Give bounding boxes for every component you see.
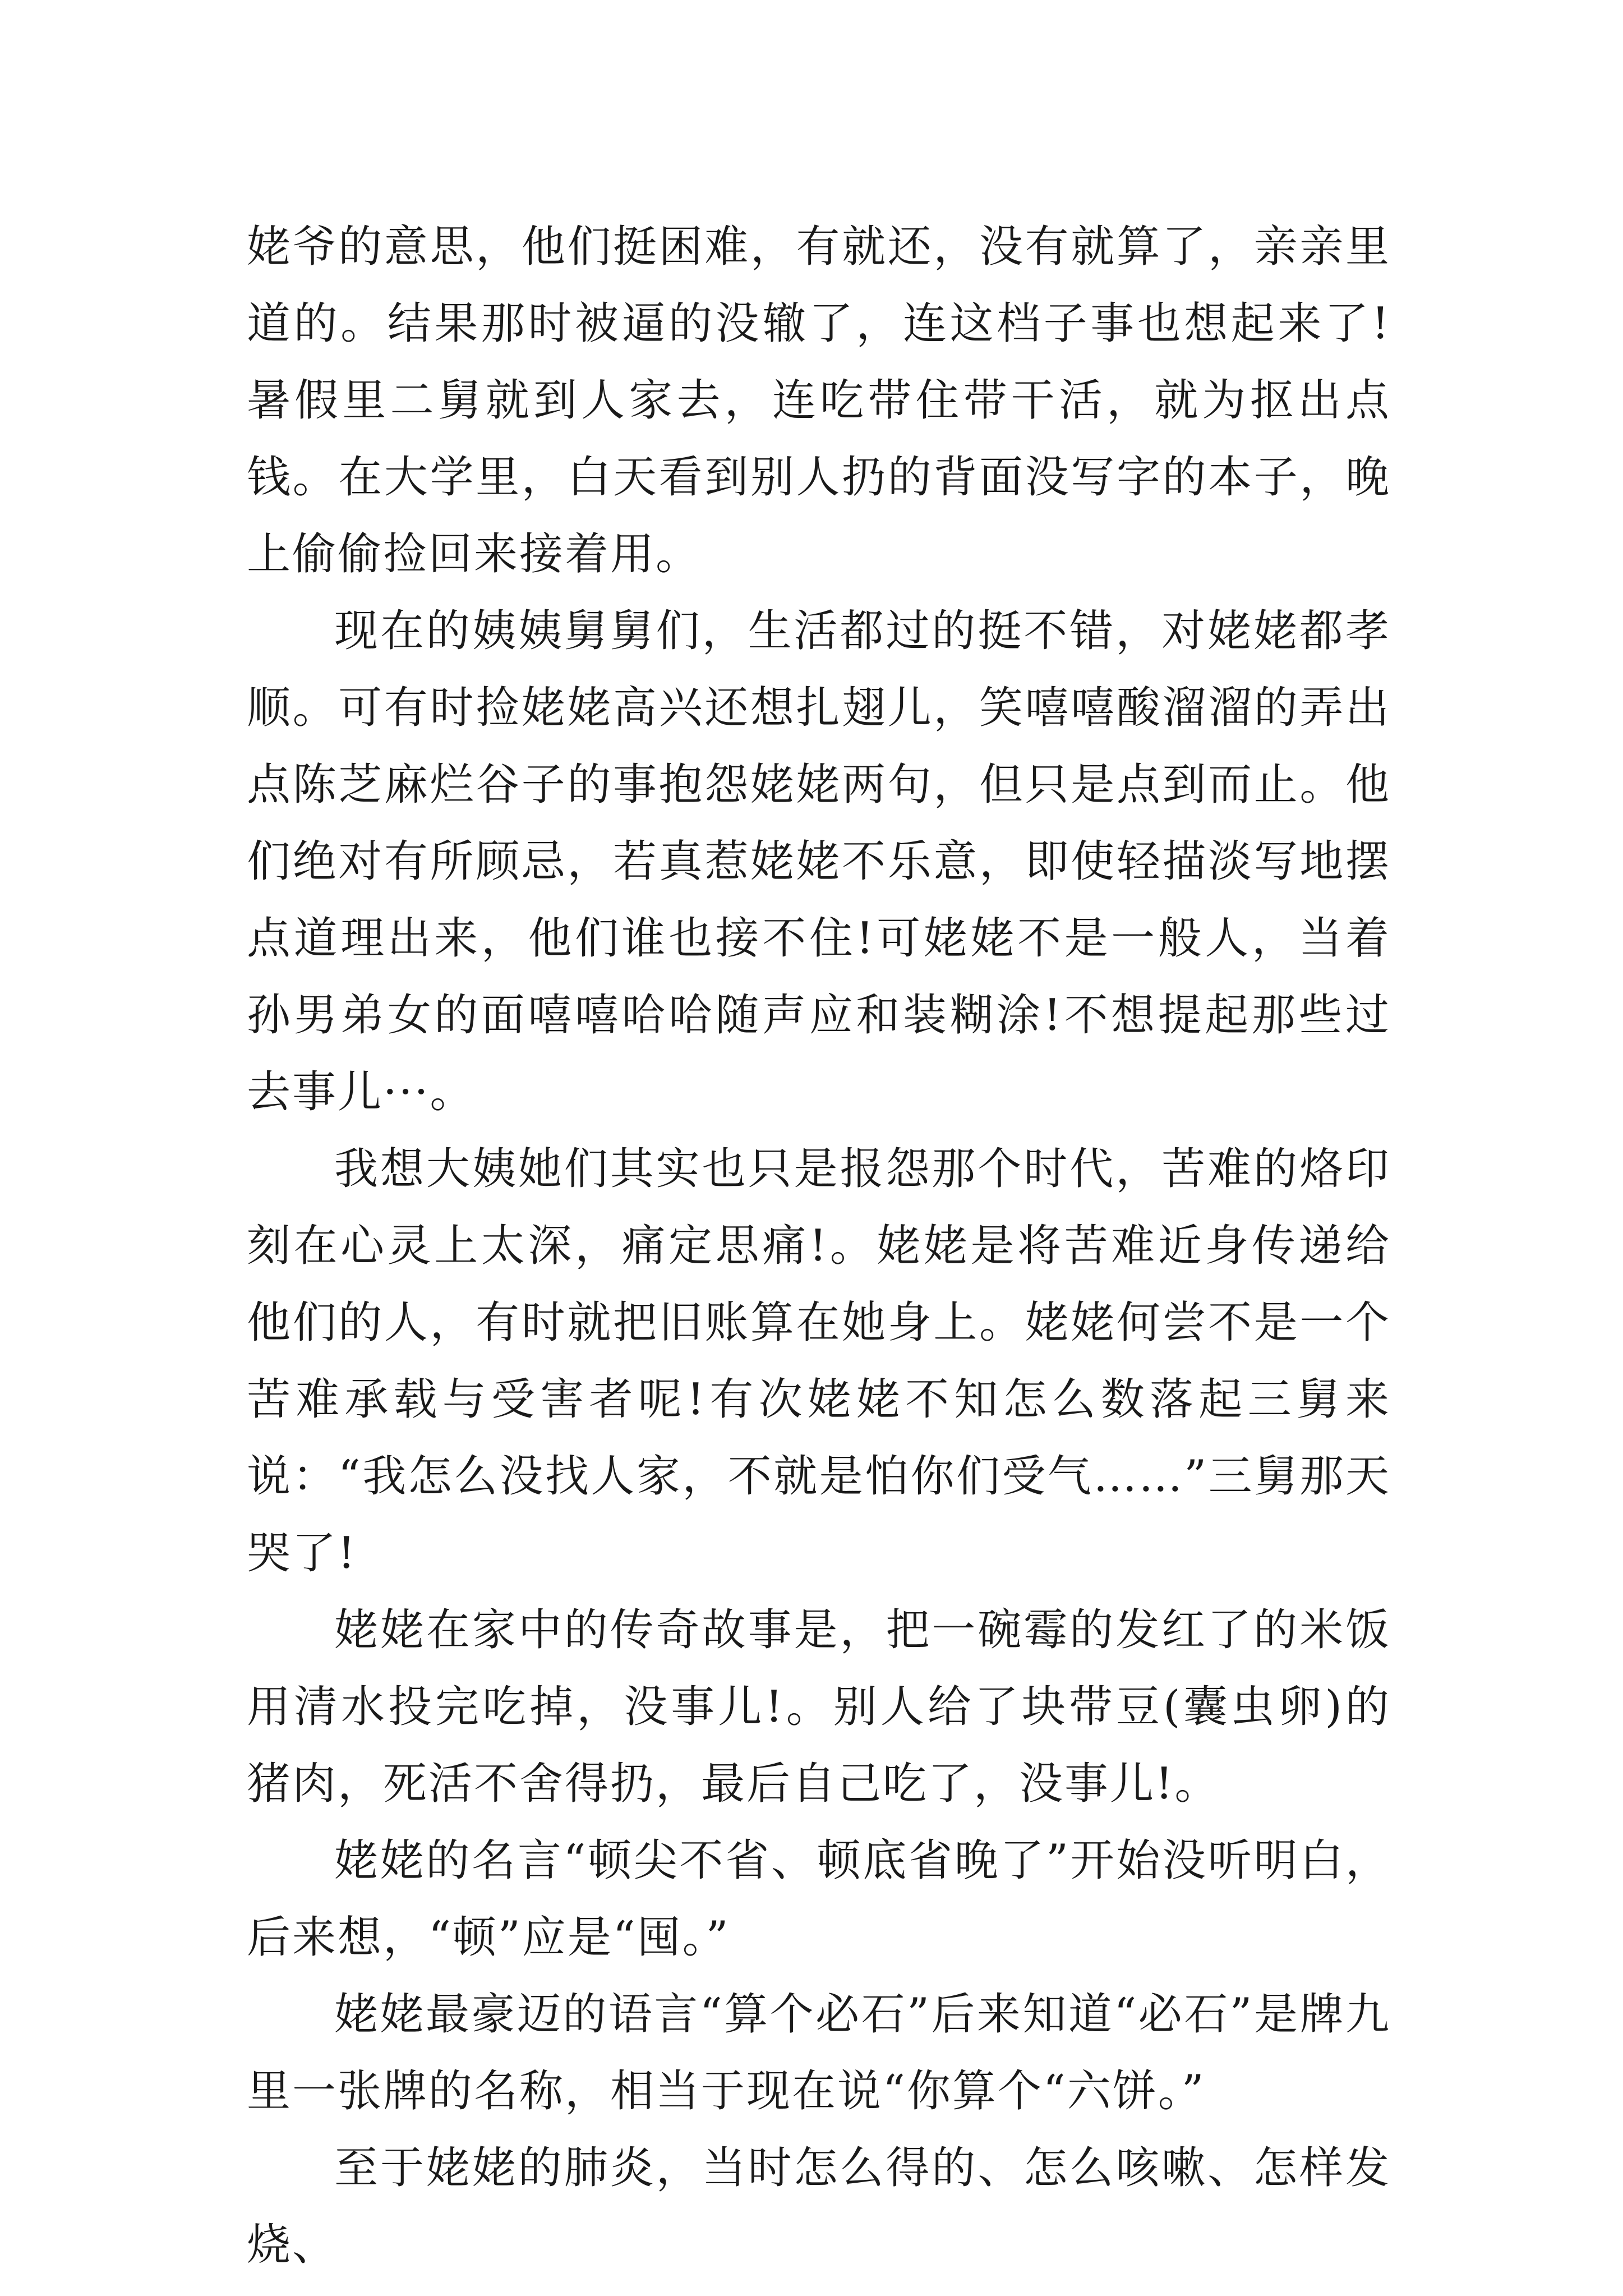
paragraph-4: 姥姥在家中的传奇故事是，把一碗霉的发红了的米饭用清水投完吃掉，没事儿!。别人给了块带豆(囊虫卵)的猪肉，死活不舍得扔，最后自己吃了，没事儿!。 [247, 1605, 1391, 1809]
paragraph-6: 姥姥最豪迈的语言“算个必石”后来知道“必石”是牌九里一张牌的名称，相当于现在说“你算个“六饼。” [247, 1989, 1391, 2116]
paragraph-2: 现在的姨姨舅舅们，生活都过的挺不错，对姥姥都孝顺。可有时捡姥姥高兴还想扎翅儿，笑嘻嘻酸溜溜的弄出点陈芝麻烂谷子的事抱怨姥姥两句，但只是点到而止。他们绝对有所顾忌，若真惹姥姥不乐意，即使轻描淡写地摆点道理出来，他们谁也接不住!可姥姥不是一般人，当着孙男弟女的面嘻嘻哈哈随声应和装糊涂!不想提起那些过去事儿···。 [247, 606, 1391, 1117]
paragraph-3: 我想大姨她们其实也只是报怨那个时代，苦难的烙印刻在心灵上太深，痛定思痛!。姥姥是将苦难近身传递给他们的人，有时就把旧账算在她身上。姥姥何尝不是一个苦难承载与受害者呢!有次姥姥不知怎么数落起三舅来说：“我怎么没找人家，不就是怕你们受气……”三舅那天哭了! [247, 1144, 1391, 1579]
document-body [247, 209, 1391, 2284]
paragraph-5: 姥姥的名言“顿尖不省、顿底省晚了”开始没听明白，后来想，“顿”应是“囤。” [247, 1835, 1391, 1963]
paragraph-7: 至于姥姥的肺炎，当时怎么得的、怎么咳嗽、怎样发烧、 [247, 2143, 1391, 2270]
paragraph-1: 姥爷的意思，他们挺困难，有就还，没有就算了，亲亲里道的。结果那时被逼的没辙了，连这档子事也想起来了!暑假里二舅就到人家去，连吃带住带干活，就为抠出点钱。在大学里，白天看到别人扔的背面没写字的本子，晚上偷偷捡回来接着用。 [247, 222, 1391, 579]
